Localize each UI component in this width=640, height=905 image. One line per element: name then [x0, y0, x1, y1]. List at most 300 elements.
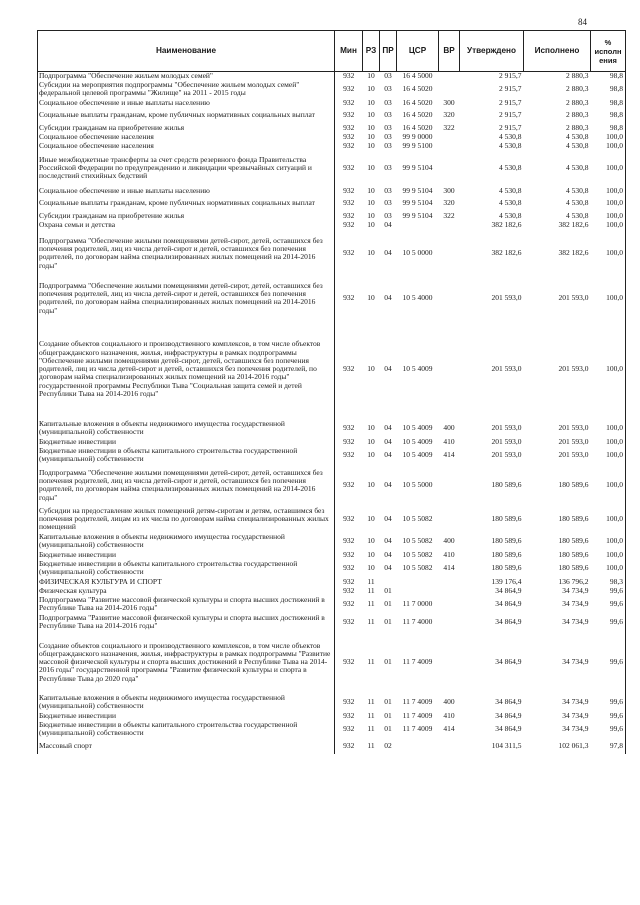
table-row: [38, 132, 626, 141]
row-name: Субсидии на предоставление жилых помещений детям-сиротам и детям, оставшимся без попечения родителей, лицам из их числа по договорам найма специализированных жилых помещений: [38, 506, 335, 532]
row-rz: 11: [367, 724, 375, 734]
row-pr: 01: [384, 599, 392, 609]
row-rz: 10: [367, 437, 375, 446]
row-executed: 201 593,0: [558, 293, 589, 303]
row-min: 932: [343, 198, 355, 208]
row-min: 932: [343, 423, 355, 433]
row-csr: 11 7 0000: [402, 599, 433, 609]
row-vr: 300: [443, 186, 455, 195]
budget-table: [37, 30, 626, 754]
table-row: [38, 550, 626, 559]
row-csr: [397, 220, 439, 229]
row-percent: 100,0: [591, 132, 626, 141]
row-vr: [439, 220, 460, 229]
table-row: [38, 229, 626, 277]
row-min: 932: [343, 211, 355, 220]
row-executed: 4 530,8: [566, 163, 589, 173]
row-executed: 180 589,6: [558, 550, 589, 559]
row-vr: 410: [443, 711, 455, 720]
row-rz: 10: [367, 220, 375, 229]
row-executed: 201 593,0: [558, 423, 589, 433]
row-pr: 04: [384, 450, 392, 460]
row-min: 932: [343, 450, 355, 460]
row-percent: 99,6: [591, 693, 626, 711]
row-min: 932: [343, 577, 355, 586]
row-executed: 4 530,8: [566, 141, 589, 150]
table-row: [38, 693, 626, 711]
row-executed: 34 734,9: [562, 724, 589, 734]
row-approved: 201 593,0: [491, 437, 522, 446]
row-vr: 320: [443, 110, 455, 120]
row-pr: 01: [384, 711, 392, 720]
row-min: 932: [343, 697, 355, 707]
row-approved: 34 864,9: [495, 599, 522, 609]
row-min: 932: [343, 132, 355, 141]
row-pr: 04: [384, 364, 392, 374]
row-name: Создание объектов социального и производственного комплексов, в том числе объектов общегражданского назначения, жилья, инфраструктуры в рамках подпрограммы "Развитие массовой физической культуры и спорта высших достижений в Республике Тыва на 2014-2016 годы" государственной программы "Развитие физической культуры и спорта в Республике Тыва до 2020 года": [38, 631, 335, 693]
table-row: [38, 720, 626, 738]
row-csr: 11 7 4009: [402, 724, 433, 734]
row-min: 932: [343, 163, 355, 173]
table-row: [38, 319, 626, 419]
row-approved: 34 864,9: [495, 586, 522, 595]
row-pr: 03: [384, 71, 392, 80]
row-rz: 10: [367, 514, 375, 524]
table-row: [38, 437, 626, 446]
row-approved: 180 589,6: [491, 536, 522, 546]
row-vr: 400: [443, 697, 455, 707]
header-rz: РЗ: [363, 31, 380, 72]
row-percent: 100,0: [591, 141, 626, 150]
row-vr: [439, 277, 460, 319]
row-vr: [439, 319, 460, 419]
row-pr: 04: [384, 514, 392, 524]
row-min: 932: [343, 711, 355, 720]
row-executed: 2 880,3: [566, 98, 589, 107]
row-min: 932: [343, 437, 355, 446]
row-min: 932: [343, 293, 355, 303]
row-approved: 4 530,8: [499, 141, 522, 150]
row-min: 932: [343, 84, 355, 94]
row-percent: 99,6: [591, 711, 626, 720]
row-vr: [439, 586, 460, 595]
row-min: 932: [343, 657, 355, 667]
row-name: Субсидии на мероприятия подпрограммы "Обеспечение жильем молодых семей" федеральной целевой программы "Жилище" на 2011 - 2015 годы: [38, 80, 335, 98]
row-vr: [439, 141, 460, 150]
row-csr: 10 5 4009: [402, 437, 433, 446]
row-csr: 10 5 4000: [402, 293, 433, 303]
row-percent: 98,8: [591, 123, 626, 132]
row-percent: 100,0: [591, 532, 626, 550]
row-vr: [439, 464, 460, 506]
row-vr: [439, 80, 460, 98]
row-csr: 10 5 5082: [402, 563, 433, 573]
row-csr: 10 5 5082: [402, 536, 433, 546]
row-name: Бюджетные инвестиции в объекты капитального строительства государственной (муниципальной) собственности: [38, 720, 335, 738]
row-name: Подпрограмма "Обеспечение жилыми помещениями детей-сирот, детей, оставшихся без попечения родителей, лиц из числа детей-сирот и детей, оставшихся без попечения родителей, по договорам найма специализированных жилых помещений на 2014-2016 годы": [38, 277, 335, 319]
row-percent: 100,0: [591, 220, 626, 229]
table-row: [38, 464, 626, 506]
row-pr: 03: [384, 123, 392, 132]
row-pr: [380, 577, 397, 586]
row-approved: 34 864,9: [495, 724, 522, 734]
row-executed: 34 734,9: [562, 617, 589, 627]
row-rz: 10: [367, 536, 375, 546]
table-row: [38, 613, 626, 631]
row-rz: 11: [367, 711, 375, 720]
table-row: [38, 72, 626, 81]
row-percent: 99,6: [591, 586, 626, 595]
row-min: 932: [343, 586, 355, 595]
row-executed: 4 530,8: [566, 132, 589, 141]
table-row: [38, 711, 626, 720]
row-percent: 98,8: [591, 98, 626, 107]
row-approved: 201 593,0: [491, 423, 522, 433]
row-executed: 4 530,8: [566, 198, 589, 208]
row-approved: 180 589,6: [491, 550, 522, 559]
row-rz: 11: [367, 697, 375, 707]
row-csr: 99 9 0000: [402, 132, 433, 141]
row-executed: 180 589,6: [558, 536, 589, 546]
row-name: Создание объектов социального и производственного комплексов, в том числе объектов общегражданского назначения, жилья, инфраструктуры в рамках подпрограммы "Обеспечение жилыми помещениями детей-сирот, детей, оставшихся без попечения родителей, лиц из числа детей-сирот и детей, оставшихся без попечения родителей, по договорам найма специализированных жилых помещений на 2014-2016 годы" государственной программы Республики Тыва "Социальная защита семей и детей Республики Тыва на 2014-2016 годы": [38, 319, 335, 419]
header-name: Наименование: [38, 31, 335, 72]
row-name: Иные межбюджетные трансферты за счет средств резервного фонда Правительства Российской Федерации по предупреждению и ликвидации чрезвычайных ситуаций и последствий стихийных бедствий: [38, 150, 335, 186]
row-approved: 2 915,7: [499, 98, 522, 107]
row-percent: 100,0: [591, 446, 626, 464]
row-pr: 04: [384, 563, 392, 573]
row-percent: 99,6: [591, 720, 626, 738]
row-pr: 01: [384, 724, 392, 734]
row-vr: 410: [443, 437, 455, 446]
row-approved: 4 530,8: [499, 163, 522, 173]
row-name: Бюджетные инвестиции в объекты капитального строительства государственной (муниципальной) собственности: [38, 446, 335, 464]
row-name: Социальное обеспечение и иные выплаты населению: [38, 98, 335, 107]
row-percent: 100,0: [591, 437, 626, 446]
row-name: Социальные выплаты гражданам, кроме публичных нормативных социальных выплат: [38, 195, 335, 211]
table-row: [38, 419, 626, 437]
row-name: Подпрограмма "Обеспечение жилыми помещениями детей-сирот, детей, оставшихся без попечения родителей, лиц из числа детей-сирот и детей, оставшихся без попечения родителей, по договорам найма специализированных жилых помещений на 2014-2016 годы": [38, 229, 335, 277]
row-name: Подпрограмма "Развитие массовой физической культуры и спорта высших достижений в Республике Тыва на 2014-2016 годы": [38, 613, 335, 631]
row-vr: [439, 132, 460, 141]
row-approved: 2 915,7: [499, 71, 522, 80]
row-min: 932: [343, 248, 355, 258]
table-row: [38, 532, 626, 550]
row-percent: 98,8: [591, 107, 626, 123]
row-name: Социальные выплаты гражданам, кроме публичных нормативных социальных выплат: [38, 107, 335, 123]
row-csr: 16 4 5020: [402, 123, 433, 132]
row-csr: 10 5 4009: [402, 364, 433, 374]
row-min: 932: [343, 186, 355, 195]
row-vr: [439, 506, 460, 532]
row-approved: 104 311,5: [491, 741, 522, 751]
row-percent: 99,6: [591, 595, 626, 613]
row-rz: 11: [367, 599, 375, 609]
row-name: Социальное обеспечение населения: [38, 132, 335, 141]
row-min: 932: [343, 364, 355, 374]
row-csr: 99 9 5104: [402, 186, 433, 195]
row-vr: [439, 595, 460, 613]
row-percent: 100,0: [591, 186, 626, 195]
row-approved: 34 864,9: [495, 617, 522, 627]
row-approved: 34 864,9: [495, 697, 522, 707]
row-vr: 322: [443, 123, 455, 132]
row-executed: 2 880,3: [566, 110, 589, 120]
row-min: 932: [343, 141, 355, 150]
table-row: [38, 446, 626, 464]
row-executed: 2 880,3: [566, 123, 589, 132]
row-approved: 34 864,9: [495, 711, 522, 720]
row-pr: 03: [384, 110, 392, 120]
row-rz: 10: [367, 198, 375, 208]
row-approved: 2 915,7: [499, 110, 522, 120]
row-executed: 180 589,6: [558, 480, 589, 490]
row-executed: 136 796,2: [558, 577, 589, 586]
row-pr: 04: [384, 480, 392, 490]
page-number: 84: [578, 17, 587, 27]
row-name: Субсидии гражданам на приобретение жилья: [38, 211, 335, 220]
row-executed: 4 530,8: [566, 186, 589, 195]
table-row: [38, 141, 626, 150]
row-rz: 10: [367, 293, 375, 303]
row-vr: 322: [443, 211, 455, 220]
row-percent: 100,0: [591, 550, 626, 559]
row-vr: 320: [443, 198, 455, 208]
row-vr: [439, 631, 460, 693]
row-name: Массовый спорт: [38, 738, 335, 754]
row-csr: 10 5 4009: [402, 423, 433, 433]
row-executed: 2 880,3: [566, 71, 589, 80]
table-row: [38, 277, 626, 319]
row-executed: 34 734,9: [562, 697, 589, 707]
table-row: [38, 107, 626, 123]
row-executed: 201 593,0: [558, 450, 589, 460]
row-percent: 100,0: [591, 464, 626, 506]
row-pr: 01: [384, 617, 392, 627]
row-min: 932: [343, 599, 355, 609]
table-row: [38, 220, 626, 229]
row-approved: 201 593,0: [491, 364, 522, 374]
row-approved: 382 182,6: [491, 220, 522, 229]
row-name: Социальное обеспечение и иные выплаты населению: [38, 186, 335, 195]
row-rz: 10: [367, 141, 375, 150]
table-row: [38, 98, 626, 107]
row-name: Бюджетные инвестиции: [38, 437, 335, 446]
row-rz: 10: [367, 186, 375, 195]
row-csr: 10 5 5082: [402, 514, 433, 524]
row-min: 932: [343, 536, 355, 546]
row-rz: 10: [367, 98, 375, 107]
row-percent: 100,0: [591, 195, 626, 211]
row-vr: 414: [443, 563, 455, 573]
table-row: [38, 195, 626, 211]
row-pr: 03: [384, 141, 392, 150]
row-executed: 34 734,9: [562, 599, 589, 609]
row-rz: 10: [367, 163, 375, 173]
row-csr: 10 5 5082: [402, 550, 433, 559]
row-rz: 10: [367, 450, 375, 460]
row-pr: 04: [384, 437, 392, 446]
row-vr: [439, 738, 460, 754]
row-pr: 03: [384, 163, 392, 173]
row-executed: 2 880,3: [566, 84, 589, 94]
row-name: Капитальные вложения в объекты недвижимого имущества государственной (муниципальной) собственности: [38, 532, 335, 550]
row-executed: 34 734,9: [562, 657, 589, 667]
row-percent: 98,8: [591, 80, 626, 98]
row-min: 932: [343, 480, 355, 490]
row-rz: 10: [367, 132, 375, 141]
row-vr: [439, 577, 460, 586]
row-csr: 99 9 5104: [402, 198, 433, 208]
row-rz: 11: [367, 586, 375, 595]
row-rz: 10: [367, 123, 375, 132]
table-row: [38, 80, 626, 98]
row-percent: 100,0: [591, 559, 626, 577]
row-percent: 100,0: [591, 229, 626, 277]
row-min: 932: [343, 563, 355, 573]
header-pr: ПР: [380, 31, 397, 72]
row-min: 932: [343, 514, 355, 524]
table-row: [38, 211, 626, 220]
row-approved: 180 589,6: [491, 514, 522, 524]
table-row: [38, 586, 626, 595]
row-min: 932: [343, 220, 355, 229]
table-row: [38, 506, 626, 532]
row-pr: 04: [384, 536, 392, 546]
row-pr: 03: [384, 198, 392, 208]
row-approved: 2 915,7: [499, 84, 522, 94]
row-csr: 11 7 4009: [402, 697, 433, 707]
row-vr: 410: [443, 550, 455, 559]
row-pr: 03: [384, 211, 392, 220]
row-min: 932: [343, 617, 355, 627]
row-pr: 03: [384, 84, 392, 94]
table-row: [38, 150, 626, 186]
table-row: [38, 559, 626, 577]
row-approved: 382 182,6: [491, 248, 522, 258]
header-vr: ВР: [439, 31, 460, 72]
row-csr: 11 7 4000: [402, 617, 433, 627]
row-name: Охрана семьи и детства: [38, 220, 335, 229]
row-name: Бюджетные инвестиции в объекты капитального строительства государственной (муниципальной) собственности: [38, 559, 335, 577]
row-pr: 04: [384, 550, 392, 559]
row-rz: 10: [367, 480, 375, 490]
row-csr: [397, 577, 439, 586]
row-name: Подпрограмма "Обеспечение жильем молодых семей": [38, 72, 335, 81]
row-vr: 400: [443, 536, 455, 546]
row-percent: 100,0: [591, 319, 626, 419]
row-executed: 382 182,6: [558, 248, 589, 258]
row-vr: [439, 150, 460, 186]
row-approved: 201 593,0: [491, 450, 522, 460]
header-executed: Исполнено: [524, 31, 591, 72]
row-executed: 102 061,3: [558, 741, 589, 751]
row-pr: 01: [384, 657, 392, 667]
row-pr: 04: [384, 248, 392, 258]
row-pr: 04: [384, 293, 392, 303]
row-rz: 11: [367, 741, 375, 751]
row-rz: 10: [367, 364, 375, 374]
row-percent: 100,0: [591, 506, 626, 532]
row-min: 932: [343, 98, 355, 107]
header-approved: Утверждено: [460, 31, 524, 72]
row-approved: 34 864,9: [495, 657, 522, 667]
row-csr: 99 9 5100: [402, 141, 433, 150]
row-name: Социальное обеспечение населения: [38, 141, 335, 150]
row-percent: 100,0: [591, 419, 626, 437]
table-row: [38, 186, 626, 195]
row-csr: 16 4 5020: [402, 84, 433, 94]
row-name: Бюджетные инвестиции: [38, 711, 335, 720]
row-approved: 180 589,6: [491, 480, 522, 490]
row-csr: 16 4 5020: [402, 98, 433, 107]
row-name: Подпрограмма "Обеспечение жилыми помещениями детей-сирот, детей, оставшихся без попечения родителей, лиц из числа детей-сирот и детей, оставшихся без попечения родителей, по договорам найма специализированных жилых помещений на 2014-2016 годы": [38, 464, 335, 506]
row-pr: 03: [384, 132, 392, 141]
row-executed: 4 530,8: [566, 211, 589, 220]
row-approved: 2 915,7: [499, 123, 522, 132]
row-pr: 04: [384, 220, 392, 229]
row-min: 932: [343, 741, 355, 751]
row-name: Физическая культура: [38, 586, 335, 595]
row-csr: 10 5 4009: [402, 450, 433, 460]
row-percent: 97,8: [591, 738, 626, 754]
row-vr: [439, 613, 460, 631]
row-csr: [397, 738, 439, 754]
row-approved: 201 593,0: [491, 293, 522, 303]
row-executed: 180 589,6: [558, 514, 589, 524]
row-rz: 10: [367, 71, 375, 80]
row-approved: 139 176,4: [491, 577, 522, 586]
row-csr: 10 5 0000: [402, 248, 433, 258]
row-executed: 201 593,0: [558, 437, 589, 446]
row-pr: 01: [384, 586, 392, 595]
row-executed: 382 182,6: [558, 220, 589, 229]
row-approved: 4 530,8: [499, 132, 522, 141]
row-rz: 10: [367, 211, 375, 220]
row-executed: 34 734,9: [562, 711, 589, 720]
header-csr: ЦСР: [397, 31, 439, 72]
row-percent: 99,6: [591, 631, 626, 693]
row-rz: 11: [367, 657, 375, 667]
row-csr: 16 4 5020: [402, 110, 433, 120]
row-vr: [439, 229, 460, 277]
row-csr: 99 9 5104: [402, 163, 433, 173]
row-name: Капитальные вложения в объекты недвижимого имущества государственной (муниципальной) собственности: [38, 693, 335, 711]
row-csr: 99 9 5104: [402, 211, 433, 220]
row-min: 932: [343, 71, 355, 80]
row-rz: 11: [367, 577, 375, 586]
row-name: Субсидии гражданам на приобретение жилья: [38, 123, 335, 132]
table-row: [38, 631, 626, 693]
row-pr: 03: [384, 186, 392, 195]
table-row: [38, 577, 626, 586]
table-body: [38, 72, 626, 755]
row-approved: 4 530,8: [499, 186, 522, 195]
row-percent: 100,0: [591, 211, 626, 220]
row-percent: 100,0: [591, 277, 626, 319]
row-vr: 414: [443, 724, 455, 734]
row-rz: 10: [367, 550, 375, 559]
header-percent: % исполн ения: [591, 31, 626, 72]
row-rz: 11: [367, 617, 375, 627]
row-name: Капитальные вложения в объекты недвижимого имущества государственной (муниципальной) собственности: [38, 419, 335, 437]
row-rz: 10: [367, 248, 375, 258]
row-vr: 414: [443, 450, 455, 460]
row-rz: 10: [367, 84, 375, 94]
row-pr: 01: [384, 697, 392, 707]
row-executed: 180 589,6: [558, 563, 589, 573]
header-min: Мин: [335, 31, 363, 72]
row-csr: [397, 586, 439, 595]
